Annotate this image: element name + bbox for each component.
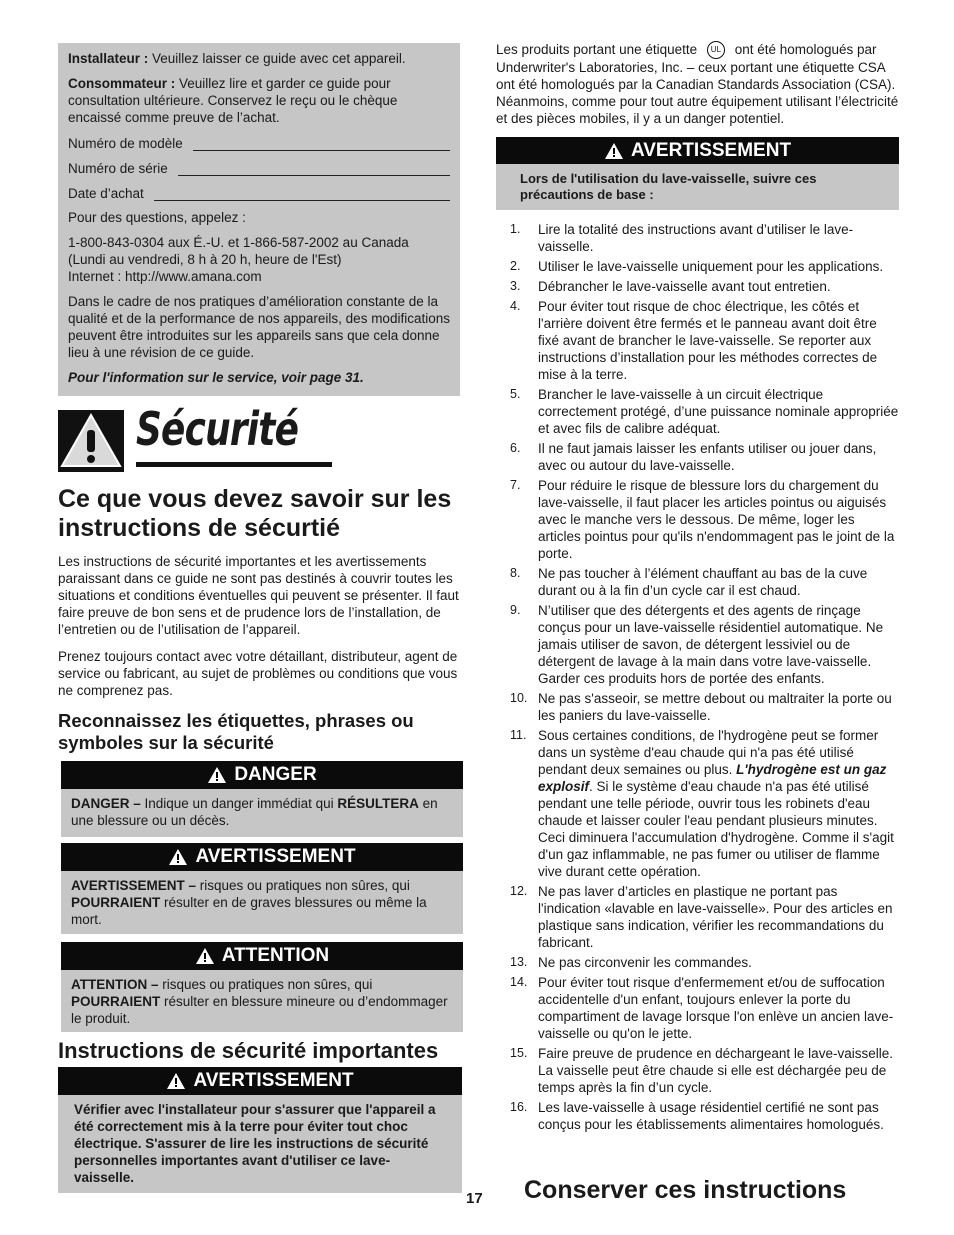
important-instructions-heading: Instructions de sécurité importantes bbox=[58, 1038, 439, 1063]
list-item: 15. Faire preuve de prudence en déchargeant le lave-vaisselle. La vaisselle peut être chaude si elle est déchargée peu de temps après la fin d’un cycle. bbox=[510, 1046, 893, 1095]
list-item: 16. Les lave-vaisselle à usage résidentiel certifié ne sont pas conçus pour les établissements alimentaires homologués. bbox=[510, 1100, 884, 1132]
list-item: 14. Pour éviter tout risque d'enfermement et/ou de suffocation accidentelle d'un enfant, toujours enlever la porte du compartiment de lavage lorsque l'on enlève un ancien lave-vaisselle ou qu'on le jette. bbox=[510, 975, 894, 1041]
list-item: 12. Ne pas laver d’articles en plastique ne portant pas l'indication «lavable en lave-vaisselle». Pour des articles en plastique sans indication, vérifier les recommandations du fabricant. bbox=[510, 884, 893, 950]
list-item: 3. Débrancher le lave-vaisselle avant tout entretien. bbox=[510, 279, 831, 294]
list-item: 8. Ne pas toucher à l’élément chauffant au bas de la cuve durant ou à la fin d’un cycle car il est chaud. bbox=[510, 566, 868, 598]
warning-triangle-icon bbox=[604, 142, 624, 160]
serial-number-field: Numéro de série bbox=[68, 159, 450, 176]
list-item: 6. Il ne faut jamais laisser les enfants utiliser ou jouer dans, avec ou autour du lave-vaisselle. bbox=[510, 441, 877, 473]
purchase-date-field: Date d’achat bbox=[68, 184, 450, 201]
model-number-field: Numéro de modèle bbox=[68, 134, 450, 151]
safety-title-block bbox=[58, 402, 358, 472]
list-item: 10. Ne pas s'asseoir, se mettre debout ou maltraiter la porte ou les paniers du lave-vaisselle. bbox=[510, 691, 892, 723]
caution-label-block bbox=[61, 942, 463, 1032]
list-item: 9. N’utiliser que des détergents et des agents de rinçage conçus pour un lave-vaisselle résidentiel automatique. Ne jamais utiliser de savon, de détergent lessiviel ou de détergent de lavage à la main dans votre lave-vaisselle. Garder ces produits hors de portée des enfants. bbox=[510, 603, 884, 686]
safety-instructions-list bbox=[496, 221, 899, 1136]
improvement-note: Dans le cadre de nos pratiques d’amélioration constante de la qualité et de la performance de nos appareils, des modifications peuvent être introduites sur les appareils sans que cela donne lieu à une révision de ce guide. bbox=[68, 294, 450, 360]
ul-csa-paragraph: Les produits portant une étiquette UL ont été homologués par Underwriter's Laboratories, Inc. – ceux portant une étiquette CSA ont été homologués par la Canadian Standards Association (CSA). Néanmoins, comme pour tout autre équipement utilisant l’électricité et des pièces mobiles, il y a un danger potentiel. bbox=[496, 42, 899, 127]
danger-label-block bbox=[61, 761, 463, 837]
warning-triangle-icon bbox=[166, 1072, 186, 1090]
list-item: 11. Sous certaines conditions, de l'hydrogène peut se former dans un système d'eau chaude qui n'a pas été utilisé pendant deux semaines ou plus. L'hydrogène est un gaz explosif. Si le système d'eau chaude n'a pas été utilisé pendant une telle période, ouvrir tous les robinets d'eau chaude et laisser couler l'eau pendant plusieurs minutes. Ceci diminuera l'accumulation d'hydrogène. Comme il s'agit d'un gaz inflammable, ne pas fumer ou utiliser de flamme vive durant cette opération. bbox=[510, 728, 894, 879]
warning-bar: AVERTISSEMENT bbox=[58, 1067, 462, 1095]
warning-triangle-icon bbox=[207, 766, 227, 784]
warning-bar: AVERTISSEMENT bbox=[61, 843, 463, 871]
intro-paragraph-2: Prenez toujours contact avec votre détaillant, distributeur, agent de service ou fabricant, au sujet de problèmes ou conditions que vous ne comprenez pas. bbox=[58, 649, 458, 698]
installer-note: Installateur : Veuillez laisser ce guide avec cet appareil. bbox=[68, 51, 406, 66]
caution-definition: ATTENTION – risques ou pratiques non sûres, qui POURRAIENT résulter en blessure mineure ou d’endommager le produit. bbox=[71, 977, 448, 1026]
danger-bar: DANGER bbox=[61, 761, 463, 789]
title-underline bbox=[136, 462, 332, 467]
questions-label: Pour des questions, appelez : bbox=[68, 210, 246, 225]
warning-label-block bbox=[61, 843, 463, 934]
danger-definition: DANGER – Indique un danger immédiat qui RÉSULTERA en une blessure ou un décès. bbox=[71, 796, 438, 828]
installer-warning-block bbox=[58, 1067, 462, 1193]
service-note: Pour l'information sur le service, voir page 31. bbox=[68, 370, 364, 385]
warning-definition: AVERTISSEMENT – risques ou pratiques non sûres, qui POURRAIENT résulter en de graves blessures ou même la mort. bbox=[71, 878, 427, 927]
caution-bar: ATTENTION bbox=[61, 942, 463, 970]
warning-bar: AVERTISSEMENT bbox=[496, 137, 899, 164]
list-item: 5. Brancher le lave-vaisselle à un circuit électrique correctement protégé, d’une puissance nominale appropriée et avec fils de calibre adéquat. bbox=[510, 387, 899, 436]
list-item: 7. Pour réduire le risque de blessure lors du chargement du lave-vaisselle, il faut placer les articles pointus ou aiguisés avec le manche vers le dessous. De même, loger les articles pointus pour qu'ils n'endommagent pas le joint de la porte. bbox=[510, 478, 895, 561]
warning-triangle-icon bbox=[195, 947, 215, 965]
basic-precautions-warning bbox=[496, 137, 899, 210]
safety-title: Sécurité bbox=[136, 402, 299, 456]
list-item: 13. Ne pas circonvenir les commandes. bbox=[510, 955, 752, 970]
intro-paragraph-1: Les instructions de sécurité importantes et les avertissements paraissant dans ce guide ne sont pas destinés à couvrir toutes les situations et conditions éventuelles qui peuvent se présenter. Il faut faire preuve de bon sens et de prudence lors de l’installation, de l’entretien ou de l’utilisation de l’appareil. bbox=[58, 554, 459, 637]
page-number: 17 bbox=[466, 1190, 483, 1207]
warning-icon bbox=[58, 410, 124, 472]
warning-triangle-icon bbox=[168, 848, 188, 866]
list-item: 2. Utiliser le lave-vaisselle uniquement pour les applications. bbox=[510, 259, 884, 274]
consumer-info-box bbox=[58, 43, 460, 396]
basic-precautions-text: Lors de l'utilisation du lave-vaisselle, suivre ces précautions de base : bbox=[520, 171, 817, 202]
consumer-note: Consommateur : Veuillez lire et garder ce guide pour consultation ultérieure. Conservez le reçu ou le chèque encaissé comme preuve de l’achat. bbox=[68, 76, 398, 125]
installer-warning-text: Vérifier avec l'installateur pour s'assurer que l'appareil a été correctement mis à la terre pour éviter tout choc électrique. S'assurer de lire les instructions de sécurité personnelles importantes avant d'utiliser ce lave-vaisselle. bbox=[74, 1102, 436, 1185]
section-heading: Ce que vous devez savoir sur les instructions de sécurtié bbox=[58, 485, 452, 542]
list-item: 1. Lire la totalité des instructions avant d’utiliser le lave-vaisselle. bbox=[510, 222, 854, 254]
ul-logo-icon: UL bbox=[707, 41, 725, 59]
recognize-heading: Reconnaissez les étiquettes, phrases ou symboles sur la sécurité bbox=[58, 710, 414, 753]
contact-info: 1-800-843-0304 aux É.-U. et 1-866-587-2002 au Canada (Lundi au vendredi, 8 h à 20 h, heure de l'Est) Internet : http://www.amana.com bbox=[68, 235, 409, 284]
save-instructions-heading: Conserver ces instructions bbox=[524, 1176, 847, 1204]
list-item: 4. Pour éviter tout risque de choc électrique, les côtés et l'arrière doivent être fermés et le panneau avant doit être fixé avant de brancher le lave-vaisselle. Se reporter aux instructions d’installation pour les méthodes correctes de mise à la terre. bbox=[510, 299, 878, 382]
